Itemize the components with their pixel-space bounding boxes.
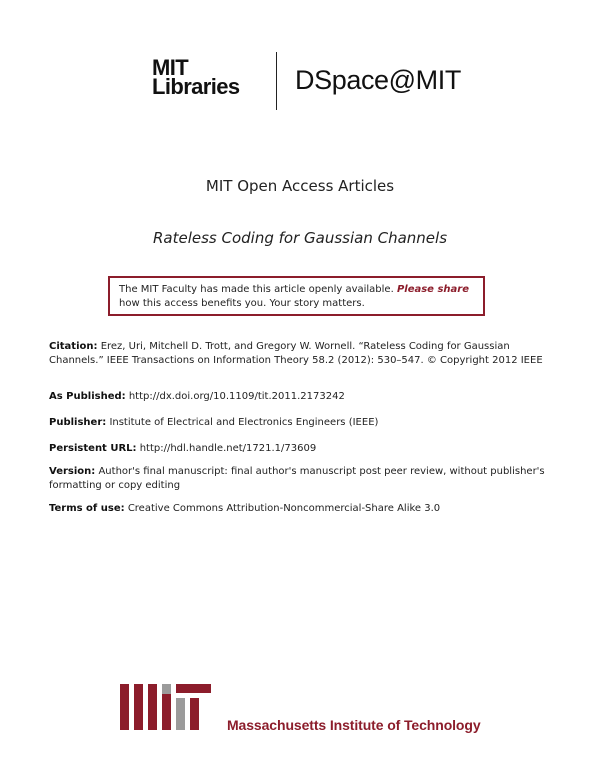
persistent-url-link[interactable]: http://hdl.handle.net/1721.1/73609 xyxy=(139,443,317,454)
logo-divider xyxy=(276,52,277,110)
version-value: Author's final manuscript: final author's manuscript post peer review, without publisher's formatting or copy editing xyxy=(49,466,545,491)
share-text-before: The MIT Faculty has made this article openly available. xyxy=(119,284,397,295)
mit-libraries-line2: Libraries xyxy=(152,74,240,99)
publisher-value: Institute of Electrical and Electronics Engineers (IEEE) xyxy=(109,417,379,428)
collection-name: MIT Open Access Articles xyxy=(205,177,395,195)
mit-libraries-logo xyxy=(152,55,240,99)
share-text-after: how this access benefits you. Your story matters. xyxy=(119,298,365,309)
persistent-url-row xyxy=(49,442,549,456)
mit-libraries-line1: MIT xyxy=(152,55,189,80)
version-label: Version: xyxy=(49,466,96,477)
terms-of-use-row xyxy=(49,502,549,516)
terms-of-use-value: Creative Commons Attribution-Noncommercial-Share Alike 3.0 xyxy=(127,503,441,514)
publisher-row xyxy=(49,416,549,430)
share-box xyxy=(108,276,485,316)
version-row xyxy=(49,465,549,492)
publisher-label: Publisher: xyxy=(49,417,107,428)
terms-of-use-label: Terms of use: xyxy=(49,503,125,514)
persistent-url-label: Persistent URL: xyxy=(49,443,137,454)
citation-label: Citation: xyxy=(49,341,98,352)
as-published-link[interactable]: http://dx.doi.org/10.1109/tit.2011.2173242 xyxy=(128,391,345,402)
header-logos xyxy=(152,52,472,110)
citation-value: Erez, Uri, Mitchell D. Trott, and Gregory W. Wornell. “Rateless Coding for Gaussian Channels.” IEEE Transactions on Information Theory 58.2 (2012): 530–547. © Copyright 2012 IEEE xyxy=(49,341,543,366)
institute-name: Massachusetts Institute of Technology xyxy=(227,717,481,733)
mit-logo-icon xyxy=(120,684,212,730)
article-title: Rateless Coding for Gaussian Channels xyxy=(152,229,448,247)
citation-row xyxy=(49,340,549,367)
as-published-row xyxy=(49,390,549,404)
please-share-link[interactable]: Please share xyxy=(396,284,469,295)
dspace-logo: DSpace@MIT xyxy=(295,65,461,95)
as-published-label: As Published: xyxy=(49,391,126,402)
